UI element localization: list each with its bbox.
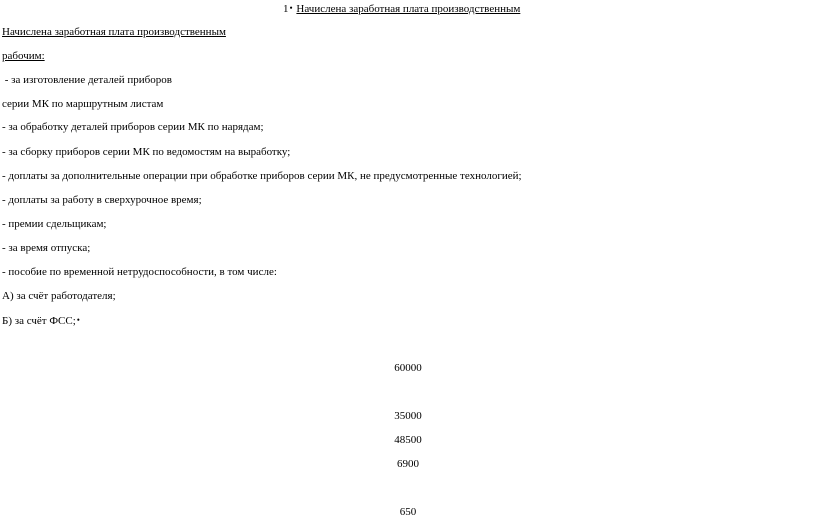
header-line	[283, 1, 520, 16]
bullet-icon: •	[76, 315, 80, 325]
bullet-icon: •	[289, 3, 293, 13]
amount-value: 650	[399, 506, 417, 518]
entry-number: 1	[283, 3, 289, 15]
amount-value: 35000	[394, 410, 422, 422]
body-line-item: - пособие по временной нетрудоспособности, в том числе:	[2, 266, 277, 278]
body-line-item	[2, 313, 81, 328]
body-line-item: - премии сдельщикам;	[2, 218, 107, 230]
body-line-item: - за время отпуска;	[2, 242, 91, 254]
body-line-title: Начислена заработная плата производственным	[2, 26, 226, 38]
body-line-item: - за сборку приборов серии МК по ведомостям на выработку;	[2, 146, 291, 158]
body-line-item: - за изготовление деталей приборов	[2, 74, 172, 86]
body-line-item: - доплаты за дополнительные операции при обработке приборов серии МК, не предусмотренные технологией;	[2, 170, 522, 182]
body-line-text: Б) за счёт ФСС;	[2, 315, 76, 327]
body-line-item: серии МК по маршрутным листам	[2, 98, 164, 110]
header-title: Начислена заработная плата производственным	[296, 3, 521, 15]
body-line-workers: рабочим:	[2, 50, 45, 62]
amount-value: 48500	[394, 434, 422, 446]
amount-value: 6900	[397, 458, 419, 470]
body-line-item: - за обработку деталей приборов серии МК по нарядам;	[2, 121, 264, 133]
amount-value: 60000	[394, 362, 422, 374]
body-line-item: - доплаты за работу в сверхурочное время;	[2, 194, 202, 206]
body-line-item: А) за счёт работодателя;	[2, 290, 116, 302]
